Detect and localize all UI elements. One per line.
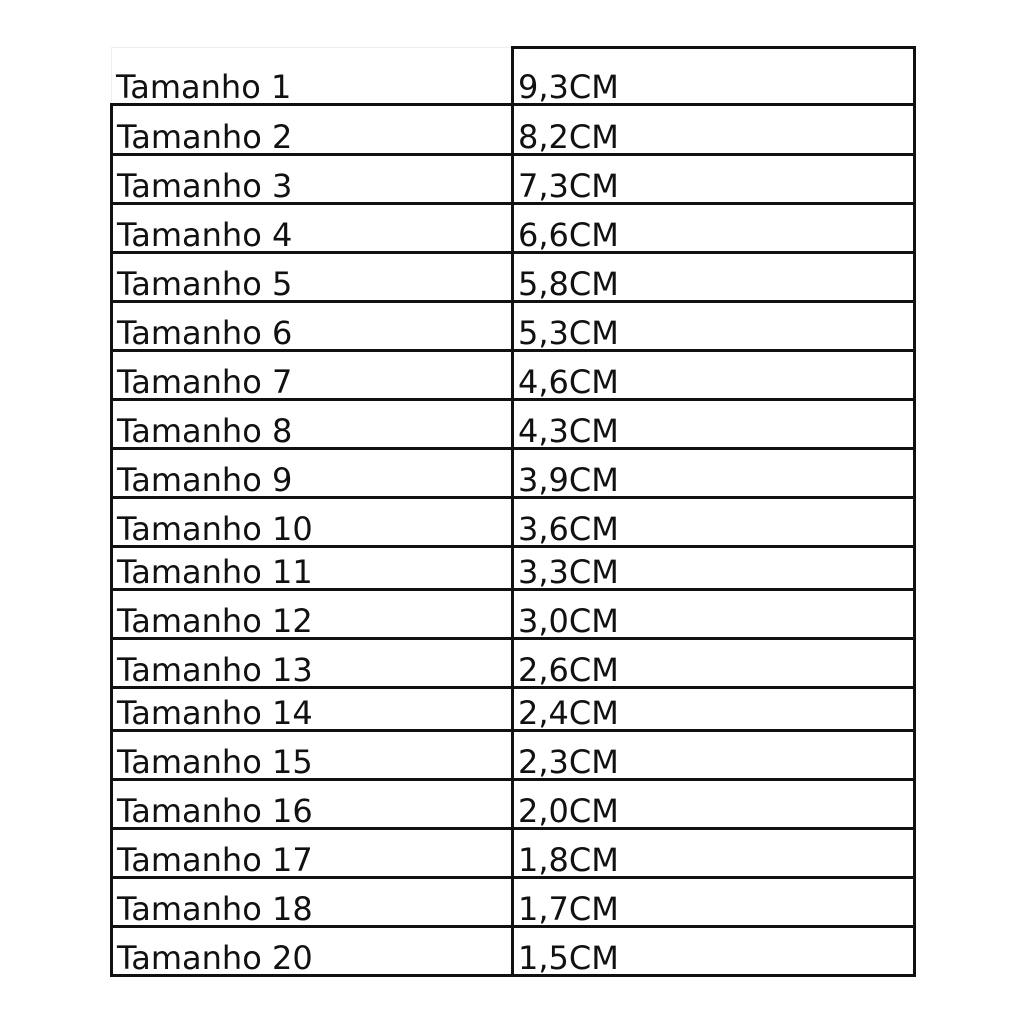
size-cell: Tamanho 13	[112, 639, 513, 688]
measure-cell: 3,3CM	[513, 547, 915, 590]
measure-cell: 3,9CM	[513, 449, 915, 498]
measure-cell: 9,3CM	[513, 48, 915, 105]
measure-cell: 3,6CM	[513, 498, 915, 547]
size-cell: Tamanho 14	[112, 688, 513, 731]
size-cell: Tamanho 11	[112, 547, 513, 590]
table-row	[112, 155, 915, 204]
measure-cell: 5,3CM	[513, 302, 915, 351]
size-cell: Tamanho 15	[112, 731, 513, 780]
size-cell: Tamanho 3	[112, 155, 513, 204]
size-cell: Tamanho 5	[112, 253, 513, 302]
measure-cell: 2,3CM	[513, 731, 915, 780]
size-cell: Tamanho 4	[112, 204, 513, 253]
measure-cell: 2,6CM	[513, 639, 915, 688]
size-cell: Tamanho 8	[112, 400, 513, 449]
measure-cell: 7,3CM	[513, 155, 915, 204]
size-cell: Tamanho 12	[112, 590, 513, 639]
size-cell: Tamanho 2	[112, 105, 513, 155]
measure-cell: 4,6CM	[513, 351, 915, 400]
measure-cell: 6,6CM	[513, 204, 915, 253]
table-row	[112, 302, 915, 351]
size-cell: Tamanho 9	[112, 449, 513, 498]
size-cell: Tamanho 18	[112, 878, 513, 927]
size-cell: Tamanho 10	[112, 498, 513, 547]
table-row	[112, 498, 915, 547]
table-row	[112, 688, 915, 731]
table-row	[112, 400, 915, 449]
measure-cell: 2,0CM	[513, 780, 915, 829]
measure-cell: 2,4CM	[513, 688, 915, 731]
size-cell: Tamanho 16	[112, 780, 513, 829]
table-row	[112, 204, 915, 253]
size-chart-table	[110, 46, 916, 977]
measure-cell: 3,0CM	[513, 590, 915, 639]
table-row	[112, 927, 915, 976]
size-cell: Tamanho 7	[112, 351, 513, 400]
measure-cell: 5,8CM	[513, 253, 915, 302]
measure-cell: 8,2CM	[513, 105, 915, 155]
table-row	[112, 449, 915, 498]
table-row	[112, 547, 915, 590]
table-row	[112, 590, 915, 639]
table-row	[112, 351, 915, 400]
measure-cell: 1,8CM	[513, 829, 915, 878]
measure-cell: 4,3CM	[513, 400, 915, 449]
measure-cell: 1,5CM	[513, 927, 915, 976]
size-cell: Tamanho 1	[112, 48, 513, 105]
table-row	[112, 639, 915, 688]
size-cell: Tamanho 20	[112, 927, 513, 976]
table-row	[112, 48, 915, 105]
size-cell: Tamanho 6	[112, 302, 513, 351]
table-row	[112, 780, 915, 829]
table-row	[112, 253, 915, 302]
table-row	[112, 829, 915, 878]
table-row	[112, 731, 915, 780]
table-row	[112, 878, 915, 927]
measure-cell: 1,7CM	[513, 878, 915, 927]
size-cell: Tamanho 17	[112, 829, 513, 878]
table-row	[112, 105, 915, 155]
